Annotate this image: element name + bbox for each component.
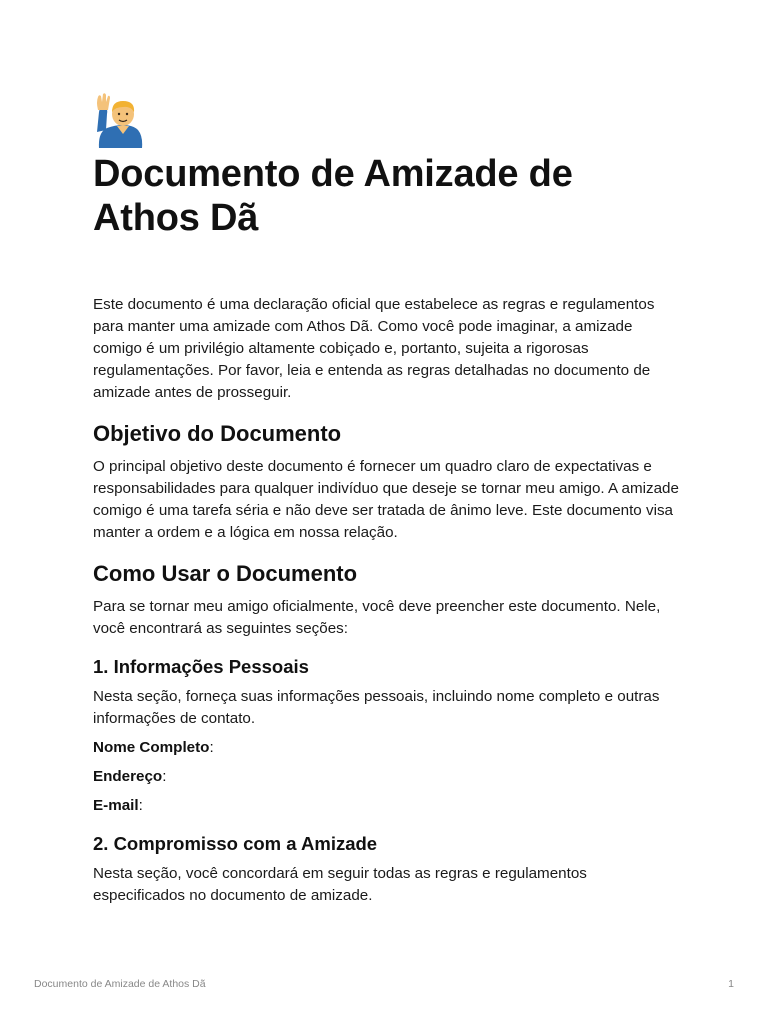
field-separator: : [138, 797, 143, 814]
section-text-how-to-use: Para se tornar meu amigo oficialmente, você deve preencher este documento. Nele, você encontrará as seguintes seções: [93, 598, 661, 637]
field-email [93, 795, 683, 817]
field-label-address: Endereço [93, 768, 163, 785]
footer-title: Documento de Amizade de Athos Dã [34, 978, 206, 990]
field-separator: : [209, 739, 214, 756]
document-page [93, 92, 683, 907]
section-text-objective: O principal objetivo deste documento é fornecer um quadro claro de expectativas e responsabilidades para qualquer indivíduo que deseje se tornar meu amigo. A amizade comigo é uma tarefa séria e não deve ser tratada de ânimo leve. Este documento visa manter a ordem e a lógica em nossa relação. [93, 458, 679, 541]
field-label-full-name: Nome Completo [93, 739, 210, 756]
field-address [93, 766, 683, 788]
section-text-personal-info: Nesta seção, forneça suas informações pessoais, incluindo nome completo e outras informações de contato. [93, 688, 660, 727]
page-title: Documento de Amizade de Athos Dã [93, 153, 573, 239]
footer-page-number: 1 [728, 978, 734, 990]
section-heading-objective: Objetivo do Documento [93, 421, 342, 446]
person-raising-hand-icon [93, 92, 145, 148]
section-text-commitment: Nesta seção, você concordará em seguir todas as regras e regulamentos especificados no documento de amizade. [93, 865, 587, 904]
field-separator: : [162, 768, 167, 785]
section-heading-personal-info: 1. Informações Pessoais [93, 656, 309, 677]
section-heading-commitment: 2. Compromisso com a Amizade [93, 833, 378, 854]
intro-paragraph: Este documento é uma declaração oficial que estabelece as regras e regulamentos para manter uma amizade com Athos Dã. Como você pode imaginar, a amizade comigo é um privilégio altamente cobiçado e, portanto, sujeita a rigorosas regulamentações. Por favor, leia e entenda as regras detalhadas no documento de amizade antes de prosseguir. [93, 296, 655, 401]
field-label-email: E-mail [93, 797, 139, 814]
field-full-name [93, 737, 683, 759]
section-heading-how-to-use: Como Usar o Documento [93, 561, 358, 586]
